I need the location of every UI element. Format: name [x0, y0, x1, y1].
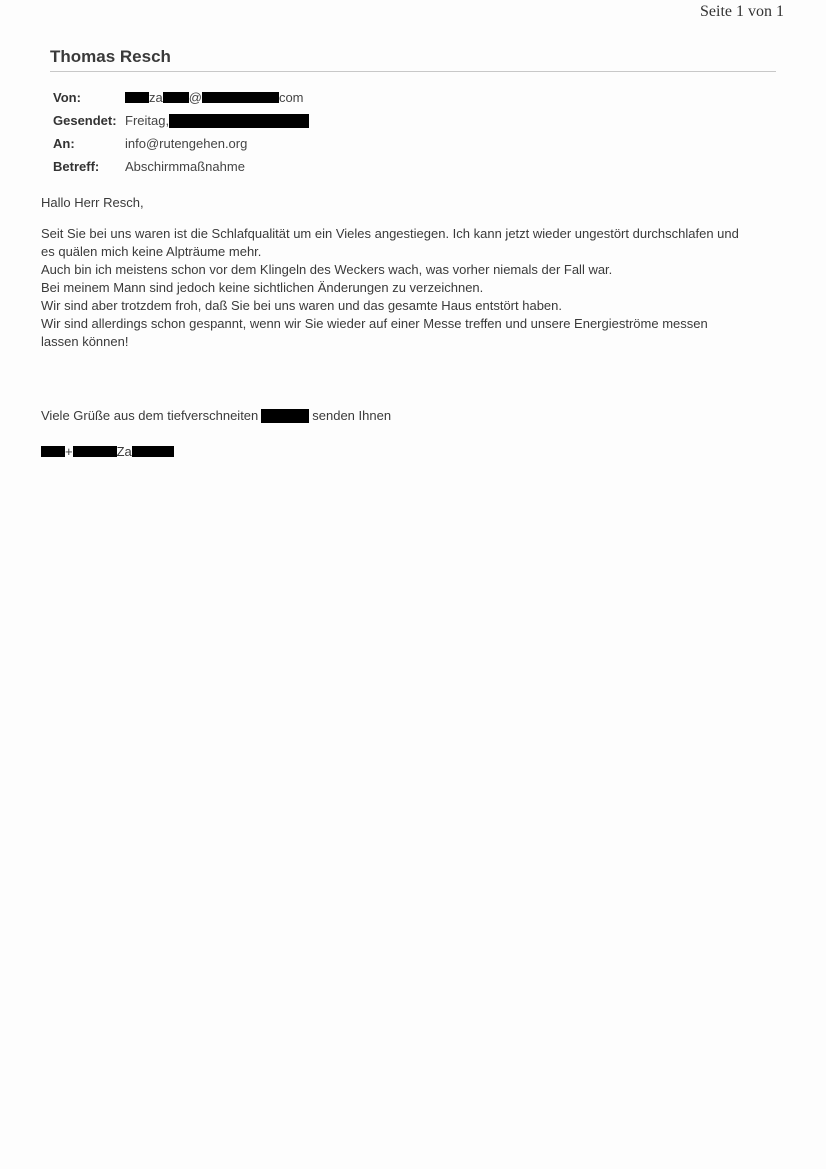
from-row [53, 86, 309, 109]
header-divider [50, 71, 776, 72]
closing-text-start: Viele Grüße aus dem tiefverschneiten [41, 408, 259, 423]
from-label: Von: [53, 90, 81, 105]
paragraph-line: Wir sind allerdings schon gespannt, wenn wir Sie wieder auf einer Messe treffen und unsere Energieströme messen [41, 316, 708, 331]
greeting: Hallo Herr Resch, [41, 195, 144, 210]
subject-value: Abschirmmaßnahme [125, 159, 245, 174]
from-part1: za [149, 90, 163, 105]
email-headers [53, 86, 309, 178]
redaction-bar [41, 446, 65, 457]
redaction-bar [125, 92, 149, 103]
paragraph-line: Wir sind aber trotzdem froh, daß Sie bei uns waren und das gesamte Haus entstört haben. [41, 298, 562, 313]
subject-row [53, 155, 309, 178]
to-row [53, 132, 309, 155]
sent-value [125, 113, 309, 128]
redaction-bar [163, 92, 189, 103]
redaction-bar [202, 92, 279, 103]
paragraph-line: es quälen mich keine Alpträume mehr. [41, 244, 262, 259]
sent-label: Gesendet: [53, 113, 117, 128]
paragraph-line: lassen können! [41, 334, 129, 349]
closing-text-end: senden Ihnen [312, 408, 392, 423]
message-paragraph [41, 225, 791, 351]
subject-label: Betreff: [53, 159, 100, 174]
sent-row [53, 109, 309, 132]
redaction-bar [132, 446, 174, 457]
from-value [125, 90, 304, 105]
from-domain-suffix: com [278, 90, 304, 105]
from-at: @ [188, 90, 202, 105]
paragraph-line: Seit Sie bei uns waren ist die Schlafqualität um ein Vieles angestiegen. Ich kann jetzt wieder ungestört durchschlafen und [41, 226, 739, 241]
redaction-bar [169, 114, 309, 128]
redaction-bar [73, 446, 117, 457]
sent-day: Freitag, [125, 113, 170, 128]
redaction-bar [261, 409, 309, 423]
sender-name: Thomas Resch [50, 47, 171, 66]
page-number: Seite 1 von 1 [700, 3, 784, 20]
signature [41, 444, 791, 459]
signature-za: Za [116, 444, 132, 459]
closing-line [41, 408, 791, 423]
paragraph-line: Bei meinem Mann sind jedoch keine sichtlichen Änderungen zu verzeichnen. [41, 280, 484, 295]
to-label: An: [53, 136, 75, 151]
to-value: info@rutengehen.org [125, 136, 248, 151]
paragraph-line: Auch bin ich meistens schon vor dem Klingeln des Weckers wach, was vorher niemals der Fall war. [41, 262, 613, 277]
signature-plus: + [65, 444, 73, 459]
